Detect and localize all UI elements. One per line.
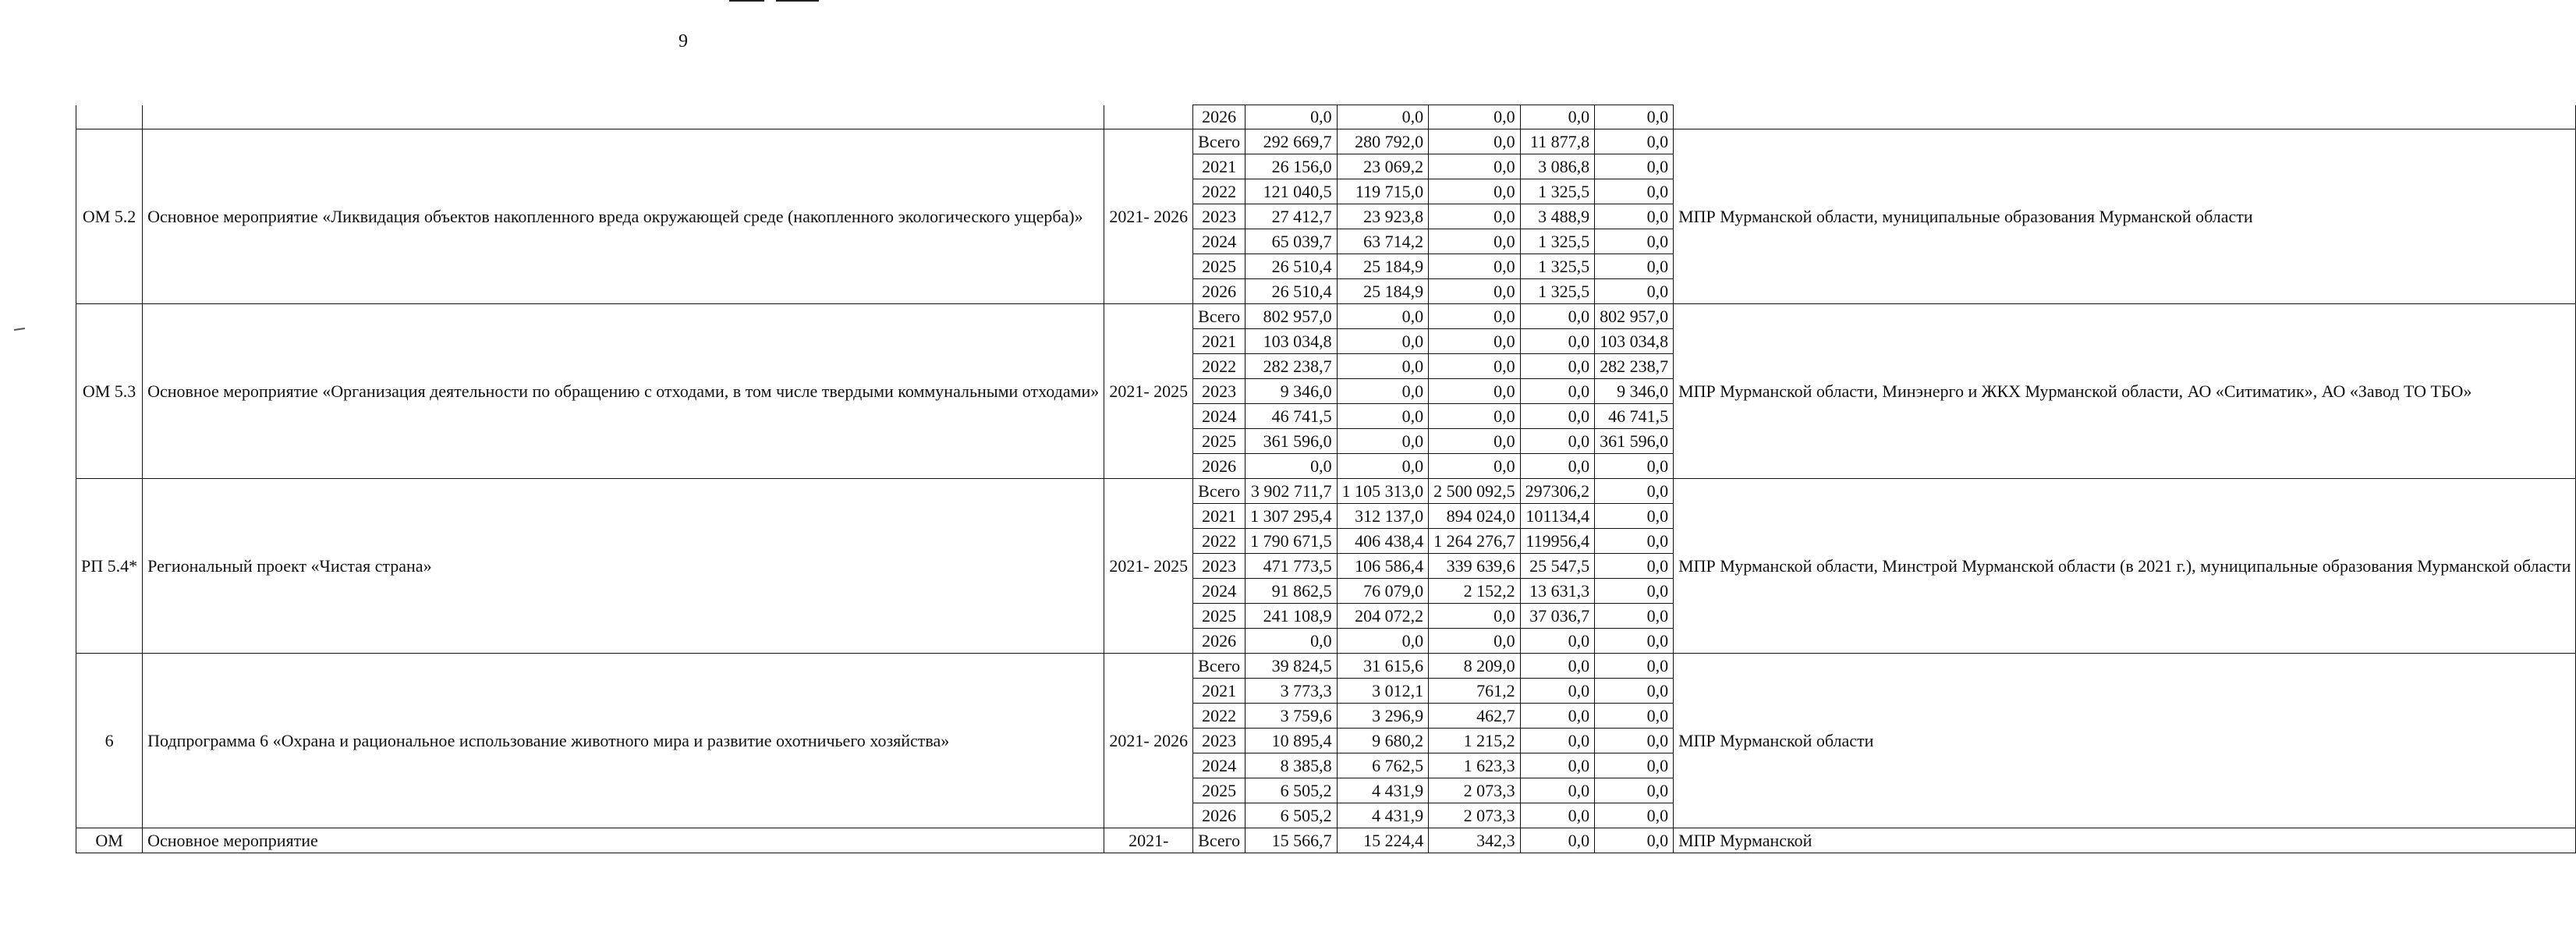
value-cell: 2 073,3 <box>1429 803 1521 828</box>
value-cell: 4 431,9 <box>1337 803 1429 828</box>
value-cell: 0,0 <box>1595 654 1674 679</box>
value-cell: 2 073,3 <box>1429 778 1521 803</box>
value-cell: 25 184,9 <box>1337 279 1429 304</box>
value-cell: 0,0 <box>1337 404 1429 429</box>
table-row <box>76 304 2576 329</box>
year-cell: 2023 <box>1193 554 1245 579</box>
total-cell: 46 741,5 <box>1245 404 1338 429</box>
value-cell: 31 615,6 <box>1337 654 1429 679</box>
total-cell: 39 824,5 <box>1245 654 1338 679</box>
total-cell: 91 862,5 <box>1245 579 1338 604</box>
value-cell: 1 325,5 <box>1520 254 1595 279</box>
value-cell: 0,0 <box>1429 229 1521 254</box>
value-cell: 0,0 <box>1520 803 1595 828</box>
value-cell: 0,0 <box>1520 454 1595 479</box>
value-cell: 0,0 <box>1595 679 1674 704</box>
year-cell: 2026 <box>1193 629 1245 654</box>
value-cell: 462,7 <box>1429 704 1521 729</box>
year-cell: 2026 <box>1193 279 1245 304</box>
year-cell: 2021 <box>1193 154 1245 179</box>
value-cell: 0,0 <box>1595 454 1674 479</box>
year-cell: 2025 <box>1193 429 1245 454</box>
value-cell: 1 325,5 <box>1520 229 1595 254</box>
value-cell: 0,0 <box>1337 429 1429 454</box>
activity-period: 2021- 2026 <box>1104 129 1193 304</box>
value-cell: 0,0 <box>1595 828 1674 853</box>
value-cell: 9 680,2 <box>1337 729 1429 753</box>
year-cell: Всего <box>1193 654 1245 679</box>
value-cell: 0,0 <box>1429 379 1521 404</box>
year-cell: 2021 <box>1193 504 1245 529</box>
activity-period: 2021- 2025 <box>1104 479 1193 654</box>
value-cell: 0,0 <box>1595 229 1674 254</box>
value-cell: 1 105 313,0 <box>1337 479 1429 504</box>
year-cell: 2026 <box>1193 454 1245 479</box>
value-cell: 0,0 <box>1520 379 1595 404</box>
total-cell: 15 566,7 <box>1245 828 1338 853</box>
value-cell: 0,0 <box>1429 129 1521 154</box>
continuation-row <box>76 105 2576 129</box>
value-cell: 3 296,9 <box>1337 704 1429 729</box>
value-cell: 119 715,0 <box>1337 179 1429 204</box>
value-cell: 103 034,8 <box>1595 329 1674 354</box>
total-cell: 0,0 <box>1245 105 1338 129</box>
year-cell: Всего <box>1193 129 1245 154</box>
value-cell: 0,0 <box>1520 429 1595 454</box>
value-cell: 2 500 092,5 <box>1429 479 1521 504</box>
year-cell: 2026 <box>1193 105 1245 129</box>
value-cell: 76 079,0 <box>1337 579 1429 604</box>
value-cell: 0,0 <box>1337 454 1429 479</box>
value-cell: 0,0 <box>1595 254 1674 279</box>
value-cell: 3 012,1 <box>1337 679 1429 704</box>
total-cell: 292 669,7 <box>1245 129 1338 154</box>
value-cell: 0,0 <box>1429 254 1521 279</box>
budget-table <box>76 105 2576 853</box>
value-cell: 23 069,2 <box>1337 154 1429 179</box>
total-cell: 361 596,0 <box>1245 429 1338 454</box>
year-cell: 2024 <box>1193 753 1245 778</box>
value-cell: 63 714,2 <box>1337 229 1429 254</box>
year-cell: Всего <box>1193 304 1245 329</box>
value-cell: 0,0 <box>1595 729 1674 753</box>
value-cell: 13 631,3 <box>1520 579 1595 604</box>
value-cell: 0,0 <box>1520 704 1595 729</box>
total-cell: 103 034,8 <box>1245 329 1338 354</box>
year-cell: 2025 <box>1193 778 1245 803</box>
activity-code: РП 5.4* <box>76 479 143 654</box>
value-cell: 0,0 <box>1429 329 1521 354</box>
value-cell: 0,0 <box>1595 554 1674 579</box>
table-row <box>76 654 2576 679</box>
value-cell: 761,2 <box>1429 679 1521 704</box>
value-cell: 0,0 <box>1337 329 1429 354</box>
value-cell: 0,0 <box>1520 304 1595 329</box>
year-cell: 2023 <box>1193 379 1245 404</box>
value-cell: 0,0 <box>1429 429 1521 454</box>
value-cell: 0,0 <box>1520 753 1595 778</box>
table-row <box>76 129 2576 154</box>
value-cell: 25 184,9 <box>1337 254 1429 279</box>
total-cell: 6 505,2 <box>1245 803 1338 828</box>
activity-executor: МПР Мурманской области, Минэнерго и ЖКХ Мурманской области, АО «Ситиматик», АО «Завод ТО ТБО» <box>1674 304 2576 479</box>
activity-executor: МПР Мурманской области, Минстрой Мурманской области (в 2021 г.), муниципальные образования Мурманской области <box>1674 479 2576 654</box>
value-cell: 9 346,0 <box>1595 379 1674 404</box>
value-cell: 6 762,5 <box>1337 753 1429 778</box>
value-cell: 0,0 <box>1595 105 1674 129</box>
total-cell: 1 307 295,4 <box>1245 504 1338 529</box>
year-cell: 2025 <box>1193 254 1245 279</box>
value-cell: 0,0 <box>1337 354 1429 379</box>
value-cell: 0,0 <box>1520 679 1595 704</box>
value-cell: 3 488,9 <box>1520 204 1595 229</box>
total-cell: 26 510,4 <box>1245 254 1338 279</box>
value-cell: 0,0 <box>1429 354 1521 379</box>
total-cell: 26 510,4 <box>1245 279 1338 304</box>
value-cell: 0,0 <box>1595 129 1674 154</box>
value-cell: 312 137,0 <box>1337 504 1429 529</box>
executor-cell <box>1674 105 2576 129</box>
activity-executor: МПР Мурманской области <box>1674 654 2576 828</box>
total-cell: 3 773,3 <box>1245 679 1338 704</box>
value-cell: 0,0 <box>1520 654 1595 679</box>
activity-name: Региональный проект «Чистая страна» <box>143 479 1104 654</box>
value-cell: 119956,4 <box>1520 529 1595 554</box>
value-cell: 0,0 <box>1595 803 1674 828</box>
value-cell: 339 639,6 <box>1429 554 1521 579</box>
value-cell: 1 264 276,7 <box>1429 529 1521 554</box>
total-cell: 10 895,4 <box>1245 729 1338 753</box>
year-cell: 2024 <box>1193 404 1245 429</box>
total-cell: 27 412,7 <box>1245 204 1338 229</box>
year-cell: Всего <box>1193 828 1245 853</box>
activity-name: Основное мероприятие «Ликвидация объектов накопленного вреда окружающей среде (накопленного экологического ущерба)» <box>143 129 1104 304</box>
value-cell: 46 741,5 <box>1595 404 1674 429</box>
value-cell: 23 923,8 <box>1337 204 1429 229</box>
value-cell: 0,0 <box>1595 579 1674 604</box>
total-cell: 0,0 <box>1245 629 1338 654</box>
activity-name: Основное мероприятие «Организация деятельности по обращению с отходами, в том числе твердыми коммунальными отходами» <box>143 304 1104 479</box>
year-cell: 2023 <box>1193 204 1245 229</box>
total-cell: 241 108,9 <box>1245 604 1338 629</box>
value-cell: 0,0 <box>1520 629 1595 654</box>
value-cell: 8 209,0 <box>1429 654 1521 679</box>
total-cell: 26 156,0 <box>1245 154 1338 179</box>
value-cell: 0,0 <box>1520 729 1595 753</box>
value-cell: 280 792,0 <box>1337 129 1429 154</box>
value-cell: 0,0 <box>1429 454 1521 479</box>
year-cell: 2022 <box>1193 529 1245 554</box>
value-cell: 0,0 <box>1429 154 1521 179</box>
value-cell: 0,0 <box>1595 204 1674 229</box>
year-cell: 2022 <box>1193 704 1245 729</box>
value-cell: 0,0 <box>1595 704 1674 729</box>
total-cell: 65 039,7 <box>1245 229 1338 254</box>
value-cell: 11 877,8 <box>1520 129 1595 154</box>
value-cell: 4 431,9 <box>1337 778 1429 803</box>
value-cell: 894 024,0 <box>1429 504 1521 529</box>
total-cell: 6 505,2 <box>1245 778 1338 803</box>
total-cell: 3 759,6 <box>1245 704 1338 729</box>
activity-code: ОМ 5.3 <box>76 304 143 479</box>
value-cell: 0,0 <box>1520 828 1595 853</box>
total-cell: 802 957,0 <box>1245 304 1338 329</box>
value-cell: 1 325,5 <box>1520 279 1595 304</box>
year-cell: 2025 <box>1193 604 1245 629</box>
value-cell: 0,0 <box>1429 179 1521 204</box>
value-cell: 361 596,0 <box>1595 429 1674 454</box>
value-cell: 0,0 <box>1429 304 1521 329</box>
table-row <box>76 479 2576 504</box>
value-cell: 0,0 <box>1337 105 1429 129</box>
value-cell: 0,0 <box>1429 404 1521 429</box>
last-row <box>76 828 2576 853</box>
year-cell: 2022 <box>1193 354 1245 379</box>
value-cell: 0,0 <box>1429 629 1521 654</box>
value-cell: 2 152,2 <box>1429 579 1521 604</box>
year-cell: 2026 <box>1193 803 1245 828</box>
code-cell <box>76 105 143 129</box>
value-cell: 0,0 <box>1520 354 1595 379</box>
value-cell: 1 215,2 <box>1429 729 1521 753</box>
table-body <box>76 105 2576 853</box>
scan-mark <box>14 328 25 331</box>
top-edge-marks <box>729 0 819 3</box>
value-cell: 0,0 <box>1429 279 1521 304</box>
activity-period: 2021- <box>1104 828 1193 853</box>
value-cell: 297306,2 <box>1520 479 1595 504</box>
page-number: 9 <box>679 31 688 51</box>
year-cell: 2024 <box>1193 229 1245 254</box>
value-cell: 0,0 <box>1595 778 1674 803</box>
value-cell: 3 086,8 <box>1520 154 1595 179</box>
value-cell: 1 623,3 <box>1429 753 1521 778</box>
total-cell: 282 238,7 <box>1245 354 1338 379</box>
year-cell: 2021 <box>1193 679 1245 704</box>
year-cell: 2021 <box>1193 329 1245 354</box>
name-cell <box>143 105 1104 129</box>
value-cell: 0,0 <box>1429 204 1521 229</box>
value-cell: 0,0 <box>1595 154 1674 179</box>
value-cell: 0,0 <box>1520 778 1595 803</box>
total-cell: 121 040,5 <box>1245 179 1338 204</box>
value-cell: 342,3 <box>1429 828 1521 853</box>
value-cell: 0,0 <box>1520 404 1595 429</box>
activity-period: 2021- 2025 <box>1104 304 1193 479</box>
activity-code: 6 <box>76 654 143 828</box>
activity-code: ОМ 5.2 <box>76 129 143 304</box>
value-cell: 0,0 <box>1595 504 1674 529</box>
total-cell: 1 790 671,5 <box>1245 529 1338 554</box>
value-cell: 0,0 <box>1337 629 1429 654</box>
value-cell: 0,0 <box>1337 379 1429 404</box>
activity-code: ОМ <box>76 828 143 853</box>
value-cell: 106 586,4 <box>1337 554 1429 579</box>
value-cell: 101134,4 <box>1520 504 1595 529</box>
value-cell: 802 957,0 <box>1595 304 1674 329</box>
value-cell: 282 238,7 <box>1595 354 1674 379</box>
value-cell: 204 072,2 <box>1337 604 1429 629</box>
value-cell: 0,0 <box>1520 105 1595 129</box>
value-cell: 25 547,5 <box>1520 554 1595 579</box>
value-cell: 0,0 <box>1595 629 1674 654</box>
activity-name: Подпрограмма 6 «Охрана и рациональное использование животного мира и развитие охотничьего хозяйства» <box>143 654 1104 828</box>
activity-executor: МПР Мурманской области, муниципальные образования Мурманской области <box>1674 129 2576 304</box>
total-cell: 8 385,8 <box>1245 753 1338 778</box>
total-cell: 471 773,5 <box>1245 554 1338 579</box>
value-cell: 0,0 <box>1595 479 1674 504</box>
value-cell: 0,0 <box>1337 304 1429 329</box>
value-cell: 0,0 <box>1429 604 1521 629</box>
year-cell: 2023 <box>1193 729 1245 753</box>
value-cell: 1 325,5 <box>1520 179 1595 204</box>
activity-name: Основное мероприятие <box>143 828 1104 853</box>
total-cell: 0,0 <box>1245 454 1338 479</box>
value-cell: 0,0 <box>1429 105 1521 129</box>
activity-executor: МПР Мурманской <box>1674 828 2576 853</box>
activity-period: 2021- 2026 <box>1104 654 1193 828</box>
value-cell: 0,0 <box>1595 753 1674 778</box>
total-cell: 3 902 711,7 <box>1245 479 1338 504</box>
value-cell: 0,0 <box>1595 279 1674 304</box>
total-cell: 9 346,0 <box>1245 379 1338 404</box>
value-cell: 0,0 <box>1595 604 1674 629</box>
year-cell: 2022 <box>1193 179 1245 204</box>
value-cell: 37 036,7 <box>1520 604 1595 629</box>
period-cell <box>1104 105 1193 129</box>
value-cell: 0,0 <box>1595 179 1674 204</box>
value-cell: 0,0 <box>1520 329 1595 354</box>
year-cell: 2024 <box>1193 579 1245 604</box>
value-cell: 15 224,4 <box>1337 828 1429 853</box>
value-cell: 0,0 <box>1595 529 1674 554</box>
value-cell: 406 438,4 <box>1337 529 1429 554</box>
year-cell: Всего <box>1193 479 1245 504</box>
